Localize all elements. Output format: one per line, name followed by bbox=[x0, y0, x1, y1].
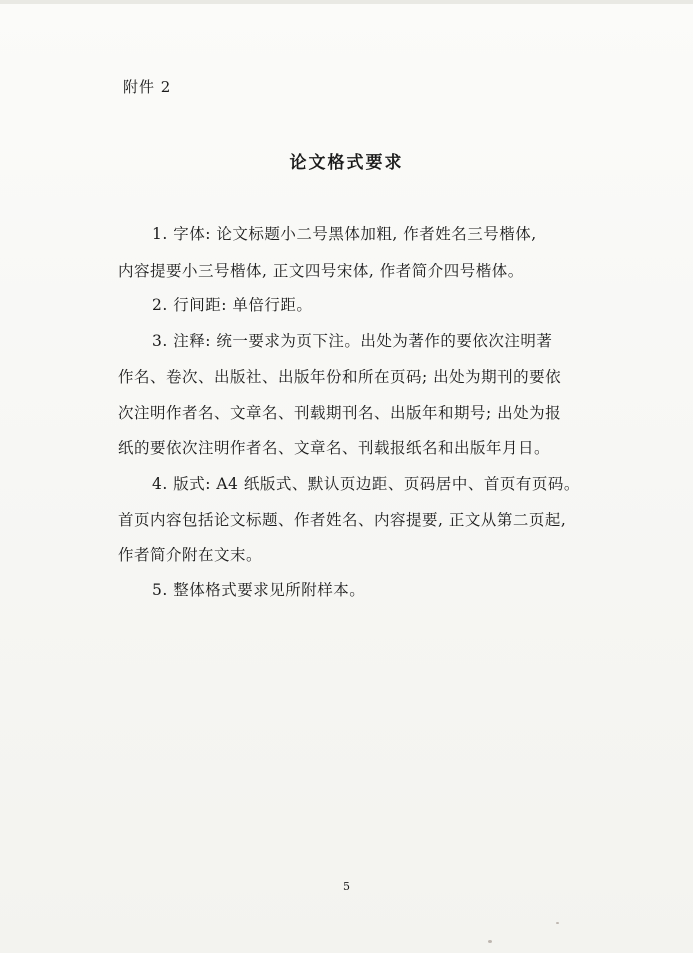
text-line-4: 3. 注释: 统一要求为页下注。出处为著作的要依次注明著 bbox=[152, 332, 553, 350]
page-number: 5 bbox=[343, 880, 350, 893]
text-line-11: 5. 整体格式要求见所附样本。 bbox=[152, 581, 366, 599]
text-line-8: 4. 版式: A4 纸版式、默认页边距、页码居中、首页有页码。 bbox=[152, 475, 580, 493]
document-title: 论文格式要求 bbox=[289, 153, 404, 173]
text-line-7: 纸的要依次注明作者名、文章名、刊载报纸名和出版年月日。 bbox=[118, 439, 551, 457]
attachment-label: 附件 2 bbox=[123, 78, 172, 96]
scan-edge bbox=[0, 0, 693, 4]
text-line-6: 次注明作者名、文章名、刊载期刊名、出版年和期号; 出处为报 bbox=[118, 404, 562, 422]
text-line-1: 1. 字体: 论文标题小二号黑体加粗, 作者姓名三号楷体, bbox=[152, 225, 537, 243]
text-line-3: 2. 行间距: 单倍行距。 bbox=[152, 296, 313, 314]
scan-speck bbox=[488, 940, 492, 943]
scan-speck bbox=[556, 922, 559, 924]
text-line-2: 内容提要小三号楷体, 正文四号宋体, 作者简介四号楷体。 bbox=[118, 262, 524, 280]
text-line-9: 首页内容包括论文标题、作者姓名、内容提要, 正文从第二页起, bbox=[118, 511, 567, 529]
text-line-10: 作者简介附在文末。 bbox=[118, 546, 263, 564]
text-line-5: 作名、卷次、出版社、出版年份和所在页码; 出处为期刊的要依 bbox=[118, 368, 562, 386]
